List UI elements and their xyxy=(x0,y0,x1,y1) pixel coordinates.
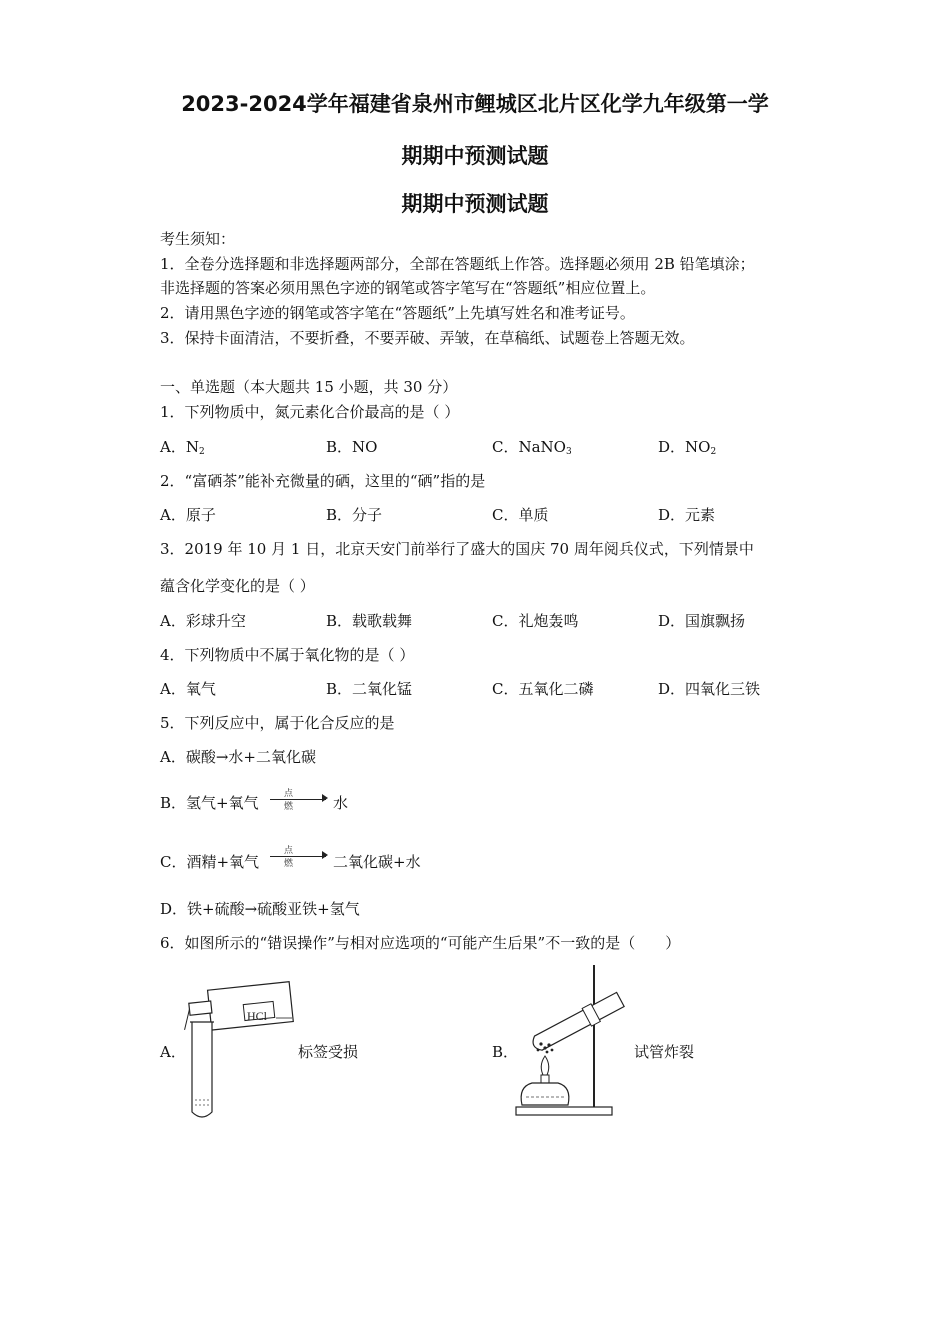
exam-title-line1: 2023-2024学年福建省泉州市鲤城区北片区化学九年级第一学 xyxy=(181,92,769,116)
q3-option-d: D．国旗飘扬 xyxy=(658,612,746,630)
notice-item-1a: 1．全卷分选择题和非选择题两部分，全部在答题纸上作答。选择题必须用 2B 铅笔填涂； xyxy=(160,255,755,273)
q5-option-b-condition: 点燃 xyxy=(284,789,294,812)
notice-item-1b: 非选择题的答案必须用黑色字迹的钢笔或答字笔写在“答题纸”相应位置上。 xyxy=(160,279,656,297)
q2-option-d: D．元素 xyxy=(658,506,716,524)
q6-option-a-caption: 标签受损 xyxy=(298,1043,359,1061)
q4-option-c: C．五氧化二磷 xyxy=(492,680,594,698)
q5-option-d: D．铁+硫酸→硫酸亚铁+氢气 xyxy=(160,900,360,918)
q1-option-c-sub: 3 xyxy=(565,447,572,457)
q5-stem: 5．下列反应中，属于化合反应的是 xyxy=(160,714,395,732)
q1-option-a xyxy=(160,436,205,457)
exam-title-line3: 期期中预测试题 xyxy=(401,192,549,216)
q1-option-a-text: A．N xyxy=(160,438,199,456)
q1-option-d-text: D．NO xyxy=(658,438,711,456)
arrow-line xyxy=(270,856,326,857)
q3-option-a: A．彩球升空 xyxy=(160,612,246,630)
q2-option-a: A．原子 xyxy=(160,506,216,524)
hcl-bottle-label: HCl xyxy=(247,1009,268,1023)
notice-item-3: 3．保持卡面清洁，不要折叠，不要弄破、弄皱，在草稿纸、试题卷上答题无效。 xyxy=(160,329,695,347)
exam-title-line2: 期期中预测试题 xyxy=(401,144,549,168)
notice-heading: 考生须知： xyxy=(160,230,236,248)
q1-option-c xyxy=(492,436,572,457)
q4-stem: 4．下列物质中不属于氧化物的是（ ） xyxy=(160,646,415,664)
q6-stem: 6．如图所示的“错误操作”与相对应选项的“可能产生后果”不一致的是（ ） xyxy=(160,934,681,952)
q1-option-c-text: C．NaNO xyxy=(492,438,566,456)
section-heading: 一、单选题（本大题共 15 小题，共 30 分） xyxy=(160,378,458,396)
q5-option-c-right: 二氧化碳+水 xyxy=(333,853,421,871)
q1-stem: 1．下列物质中，氮元素化合价最高的是（ ） xyxy=(160,403,460,421)
q5-option-b-left: B．氢气+氧气 xyxy=(160,794,259,812)
q4-option-a: A．氧气 xyxy=(160,680,216,698)
q6-option-a-label: A． xyxy=(160,1043,186,1061)
q1-option-a-sub: 2 xyxy=(198,447,205,457)
pouring-hcl-figure xyxy=(180,972,300,1122)
heating-test-tube-figure xyxy=(508,962,638,1124)
q5-option-c-condition: 点燃 xyxy=(284,846,294,869)
q1-option-d-sub: 2 xyxy=(710,447,717,457)
q3-option-b: B．载歌载舞 xyxy=(326,612,413,630)
q3-stem-line1: 3．2019 年 10 月 1 日，北京天安门前举行了盛大的国庆 70 周年阅兵仪式，下列情景中 xyxy=(160,540,754,558)
q3-option-c: C．礼炮轰鸣 xyxy=(492,612,579,630)
q2-option-b: B．分子 xyxy=(326,506,383,524)
q3-stem-line2: 蕴含化学变化的是（ ） xyxy=(160,577,315,595)
arrow-head-icon xyxy=(322,794,328,802)
q1-option-d xyxy=(658,436,716,457)
q2-stem: 2．“富硒茶”能补充微量的硒，这里的“硒”指的是 xyxy=(160,472,486,490)
q4-option-d: D．四氧化三铁 xyxy=(658,680,761,698)
q5-option-a: A．碳酸→水+二氧化碳 xyxy=(160,748,316,766)
q4-option-b: B．二氧化锰 xyxy=(326,680,413,698)
q2-option-c: C．单质 xyxy=(492,506,549,524)
q6-option-b-caption: 试管炸裂 xyxy=(634,1043,695,1061)
arrow-head-icon xyxy=(322,851,328,859)
q1-option-b: B．NO xyxy=(326,438,378,456)
q5-option-c-left: C．酒精+氧气 xyxy=(160,853,260,871)
arrow-line xyxy=(270,799,326,800)
q6-option-b-label: B． xyxy=(492,1043,519,1061)
q5-option-b-right: 水 xyxy=(333,794,349,812)
notice-item-2: 2．请用黑色字迹的钢笔或答字笔在“答题纸”上先填写姓名和准考证号。 xyxy=(160,304,635,322)
